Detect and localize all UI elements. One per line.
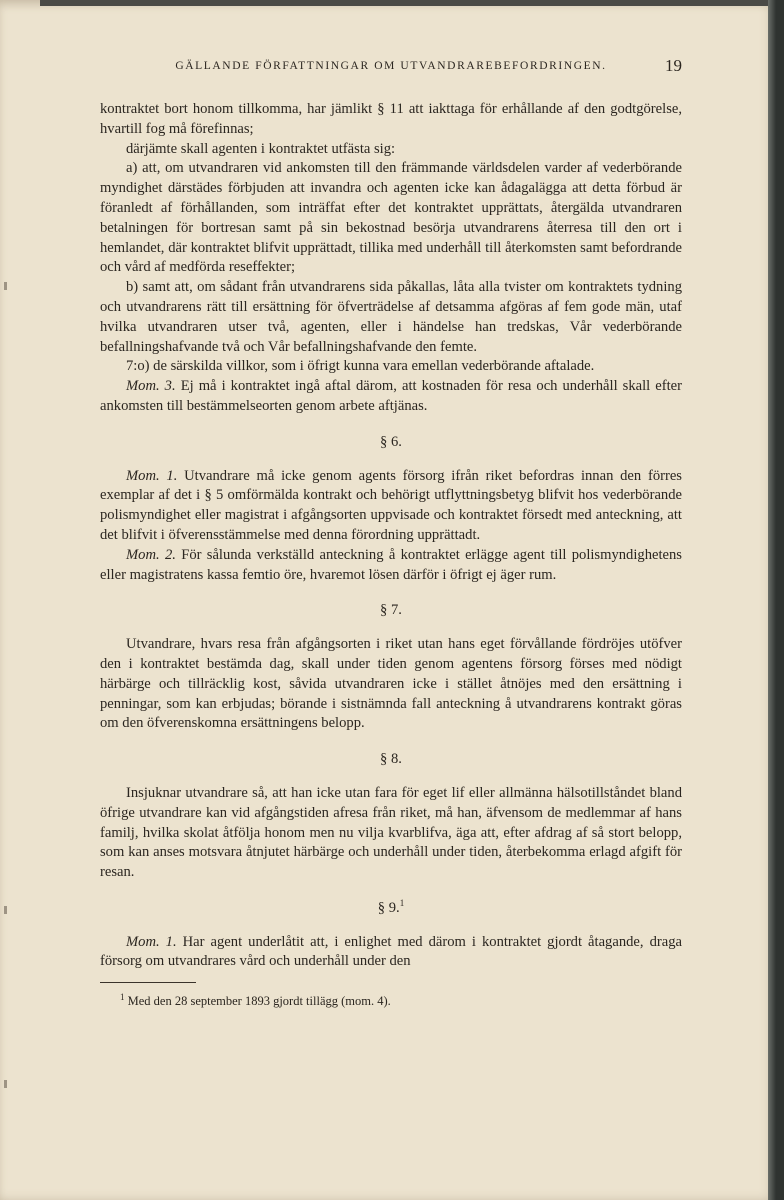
footnote-marker: 1 (399, 898, 405, 909)
scan-top-edge (40, 0, 776, 6)
paragraph (100, 933, 682, 973)
mom-label: Mom. 1. (126, 467, 178, 484)
paragraph: 7:o) de särskilda villkor, som i öfrigt kunna vara emellan vederbörande aftalade. (126, 358, 595, 375)
margin-mark (4, 906, 7, 914)
section-heading: § 6. (380, 433, 402, 450)
page-content (100, 56, 682, 1010)
paragraph: b) samt att, om sådant från utvandrarens sida påkallas, låta alla tvister om kontraktets tydning och utvandrarens rätt till ersättning för öfverträdelse af detsamma afgöras af fem gode män, utaf hvilka utvandraren utser två, agenten, eller i händelse han tredskas, Vår vederbörande befallningshafvande två och Vår befallningshafvande den femte. (100, 279, 682, 355)
paragraph-text: Utvandrare må icke genom agents försorg ifrån riket befordras innan den förres exemplar af det i § 5 omförmälda kontrakt och behörigt utflyttningsbetyg blifvit hos vederbörande polismyndighet eller magistrat i afgångsorten uppvisade och kontraktet försedt med anteckning, att det blifvit i öfverensstämmelse med denna förordning upprättadt. (100, 467, 682, 543)
margin-mark (4, 1080, 7, 1088)
footnote-rule (100, 982, 196, 983)
scan-right-edge (768, 0, 776, 1200)
body-text (100, 100, 682, 1010)
paragraph-text: För sålunda verkställd anteckning å kontraktet erlägge agent till polismyndighetens eller magistratens kassa femtio öre, hvaremot lösen därför i öfrigt ej äger rum. (100, 546, 682, 583)
paragraph (100, 546, 682, 586)
paragraph-text: Ej må i kontraktet ingå aftal därom, att kostnaden för resa och underhåll skall efter ankomsten till bestämmelseorten genom arbete aftjänas. (100, 378, 682, 414)
paragraph: a) att, om utvandraren vid ankomsten till den främmande världsdelen varder af vederbörande myndighet därstädes förbjuden att invandra och agenten icke kan ådagalägga att detta förbud är föranledt af förhållanden, som inträffat efter det kontraktet upprättats, återgälda utvandraren betalningen för bortresan samt på sin bekostnad besörja utvandrarens återresa till den ort i hemlandet, där kontraktet blifvit upprättadt, tillika med underhåll till återkomsten samt befordrande och vård af medförda reseffekter; (100, 160, 682, 276)
mom-label: Mom. 2. (126, 546, 176, 563)
paragraph: Utvandrare, hvars resa från afgångsorten i riket utan hans eget förvållande fördröjes utöfver den i kontraktet bestämda dag, skall under tiden genom agentens försorg förses med nödigt härbärge och tillräcklig kost, såvida utvandraren icke i stället åtnöjes med den ersättning i penningar, som kan erbjudas; börande i sistnämnda fall anteckning å utvandrarens kontrakt göras om den öfverenskomna ersättningens belopp. (100, 636, 682, 732)
paragraph (100, 467, 682, 546)
footnote (100, 993, 682, 1010)
page-number: 19 (665, 56, 682, 75)
paragraph: Insjuknar utvandrare så, att han icke utan fara för eget lif eller allmänna hälsotillståndet bland öfrige utvandrare kan vid afgångstiden afresa från riket, må han, äfvensom de medlemmar af hans familj, hvilka skolat åtfölja honom men nu vilja kvarblifva, äga att, efter afdrag af så stort belopp, som kan anses motsvara åtnjutet härbärge och underhåll under tiden, återbekomma erlagd afgift för resan. (100, 784, 682, 881)
paragraph: därjämte skall agenten i kontraktet utfästa sig: (126, 140, 396, 157)
paragraph: kontraktet bort honom tillkomma, har jämlikt § 11 att iakttaga för erhållande af den godtgörelse, hvartill fog må förefinnas; (100, 101, 682, 137)
section-heading (100, 899, 682, 919)
section-heading: § 7. (380, 602, 402, 619)
section-heading-text: § 9. (377, 899, 400, 916)
footnote-number: 1 (120, 992, 125, 1003)
margin-mark (4, 282, 7, 290)
footnote-text: Med den 28 september 1893 gjordt tillägg (mom. 4). (127, 994, 391, 1009)
mom-label: Mom. 1. (126, 933, 177, 950)
running-title: GÄLLANDE FÖRFATTNINGAR OM UTVANDRAREBEFORDRINGEN. (175, 60, 607, 72)
paragraph (100, 377, 682, 417)
mom-label: Mom. 3. (126, 378, 176, 395)
paragraph-text: Har agent underlåtit att, i enlighet med därom i kontraktet gjordt åtagande, draga försorg om utvandrares vård och underhåll under den (100, 933, 682, 970)
section-heading: § 8. (380, 751, 402, 768)
running-header (100, 56, 682, 86)
